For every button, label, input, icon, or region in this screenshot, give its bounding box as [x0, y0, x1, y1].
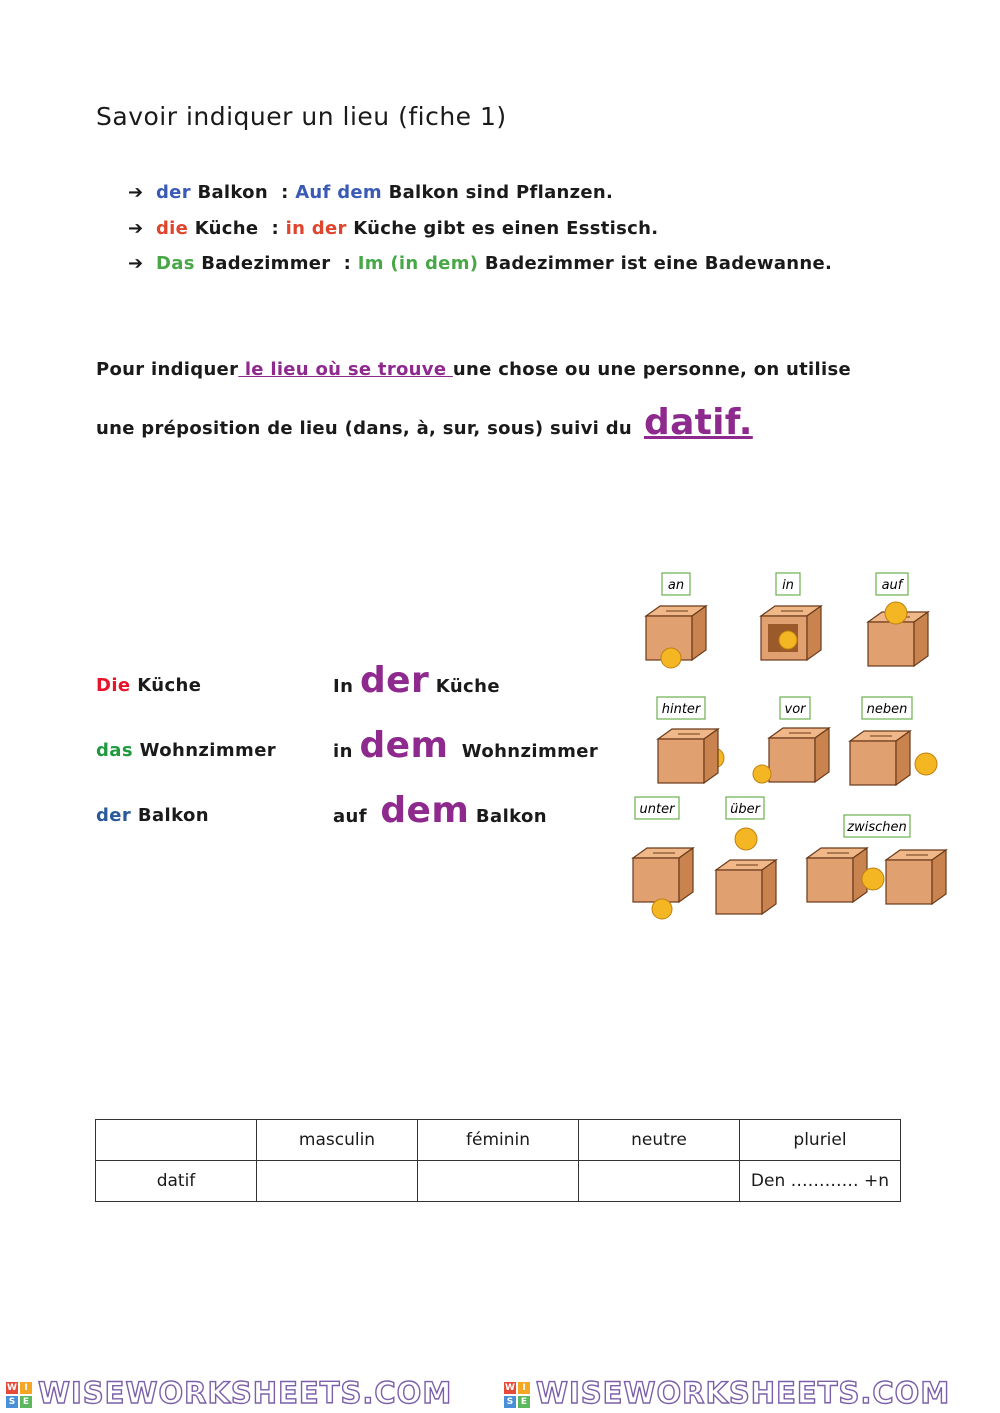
- logo-letter: S: [504, 1396, 516, 1408]
- pair-left-balkon: [96, 805, 209, 826]
- prep-in: [761, 573, 821, 660]
- table-header: pluriel: [740, 1120, 901, 1161]
- arrow-icon: ➔: [128, 217, 144, 239]
- footer-brand: WISEWORKSHEETS.COM: [38, 1376, 453, 1410]
- logo-letter: E: [518, 1396, 530, 1408]
- example-separator: :: [271, 217, 280, 239]
- prep-label: neben: [866, 702, 908, 717]
- example-article: Das: [156, 253, 195, 274]
- prep-zwischen: [807, 815, 946, 904]
- prep-hinter: [657, 697, 724, 783]
- table-cell: Den ………… +n: [740, 1161, 901, 1202]
- table-header: neutre: [579, 1120, 740, 1161]
- rule-highlight: le lieu où se trouve: [238, 359, 453, 380]
- prepositions-illustration: [626, 566, 956, 926]
- table-header: féminin: [418, 1120, 579, 1161]
- pair-article: der: [96, 805, 132, 826]
- table-cell: datif: [96, 1161, 257, 1202]
- table-header-row: [96, 1120, 901, 1161]
- pair-prep: in: [333, 741, 353, 762]
- example-separator: :: [281, 182, 289, 203]
- declension-table: [95, 1119, 901, 1202]
- logo-letter: W: [505, 1383, 515, 1393]
- pair-dat-noun: Küche: [435, 676, 500, 697]
- prep-label: hinter: [661, 702, 701, 717]
- table-row: [96, 1161, 901, 1202]
- prep-label: zwischen: [847, 820, 907, 835]
- rule-line-2: [96, 402, 753, 443]
- logo-letter: W: [7, 1383, 17, 1393]
- pair-dat-article: dem: [359, 725, 449, 766]
- example-phrase: Im (in dem): [357, 253, 479, 274]
- example-phrase: Auf dem: [295, 182, 382, 203]
- pair-noun: Balkon: [137, 805, 209, 826]
- prep-label: auf: [881, 578, 903, 593]
- arrow-icon: ➔: [128, 182, 144, 203]
- table-header: [96, 1120, 257, 1161]
- prep-label: unter: [639, 802, 675, 817]
- rule-keyword: datif.: [644, 402, 753, 443]
- logo-letter: I: [518, 1382, 530, 1394]
- pair-article: Die: [96, 675, 131, 696]
- logo-icon: [504, 1382, 530, 1408]
- prep-unter: [633, 797, 693, 919]
- table-cell: [579, 1161, 740, 1202]
- example-rest: Badezimmer ist eine Badewanne.: [484, 253, 833, 274]
- pair-dat-article: der: [359, 660, 430, 701]
- prep-label: an: [667, 578, 685, 593]
- example-rest: Küche gibt es einen Esstisch.: [353, 217, 659, 239]
- table-header: masculin: [257, 1120, 418, 1161]
- pair-article: das: [96, 740, 133, 761]
- prep-ueber: [716, 797, 776, 914]
- pair-left-kueche: [96, 675, 201, 696]
- prep-label: in: [782, 578, 794, 593]
- logo-letter: S: [6, 1396, 18, 1408]
- example-article: der: [156, 182, 191, 203]
- footer-brand: WISEWORKSHEETS.COM: [536, 1376, 951, 1410]
- example-noun: Balkon: [197, 182, 268, 203]
- rule-line-1: [96, 359, 851, 380]
- example-item-balkon: [128, 182, 832, 218]
- rule-text: une chose ou une personne, on utilise: [452, 359, 851, 380]
- rule-text: Pour indiquer: [96, 359, 239, 380]
- example-phrase: in der: [285, 217, 347, 239]
- page-title: Savoir indiquer un lieu (fiche 1): [96, 102, 507, 131]
- pair-right-wohnzimmer: [333, 725, 598, 766]
- table-cell: [418, 1161, 579, 1202]
- example-item-kueche: [128, 218, 832, 254]
- pair-right-balkon: [333, 790, 547, 831]
- logo-letter: I: [20, 1382, 32, 1394]
- prep-neben: [850, 697, 937, 785]
- pair-noun: Küche: [137, 675, 202, 696]
- pair-dat-noun: Wohnzimmer: [461, 741, 599, 762]
- example-separator: :: [343, 253, 352, 274]
- footer-logo: [0, 1376, 498, 1412]
- prep-label: vor: [784, 702, 806, 717]
- prep-vor: [753, 697, 829, 783]
- prep-auf: [868, 573, 928, 666]
- rule-text: une préposition de lieu (dans, à, sur, sous) suivi du: [96, 418, 632, 439]
- footer-watermark: [0, 1376, 1000, 1412]
- footer-logo: [498, 1376, 996, 1412]
- example-list: [128, 182, 832, 289]
- pair-right-kueche: [333, 660, 500, 701]
- pair-left-wohnzimmer: [96, 740, 276, 761]
- example-item-badezimmer: [128, 253, 832, 289]
- logo-letter: E: [20, 1396, 32, 1408]
- example-rest: Balkon sind Pflanzen.: [388, 182, 614, 203]
- example-noun: Badezimmer: [201, 253, 331, 274]
- pair-dat-article: dem: [380, 790, 470, 831]
- arrow-icon: ➔: [128, 253, 144, 274]
- table-cell: [257, 1161, 418, 1202]
- pair-dat-noun: Balkon: [475, 806, 548, 827]
- prep-label: über: [730, 802, 760, 817]
- logo-icon: [6, 1382, 32, 1408]
- pair-prep: auf: [333, 806, 367, 827]
- prep-an: [646, 573, 706, 668]
- pair-prep: In: [333, 676, 354, 697]
- example-article: die: [156, 217, 189, 239]
- pair-noun: Wohnzimmer: [139, 740, 277, 761]
- example-noun: Küche: [194, 217, 259, 239]
